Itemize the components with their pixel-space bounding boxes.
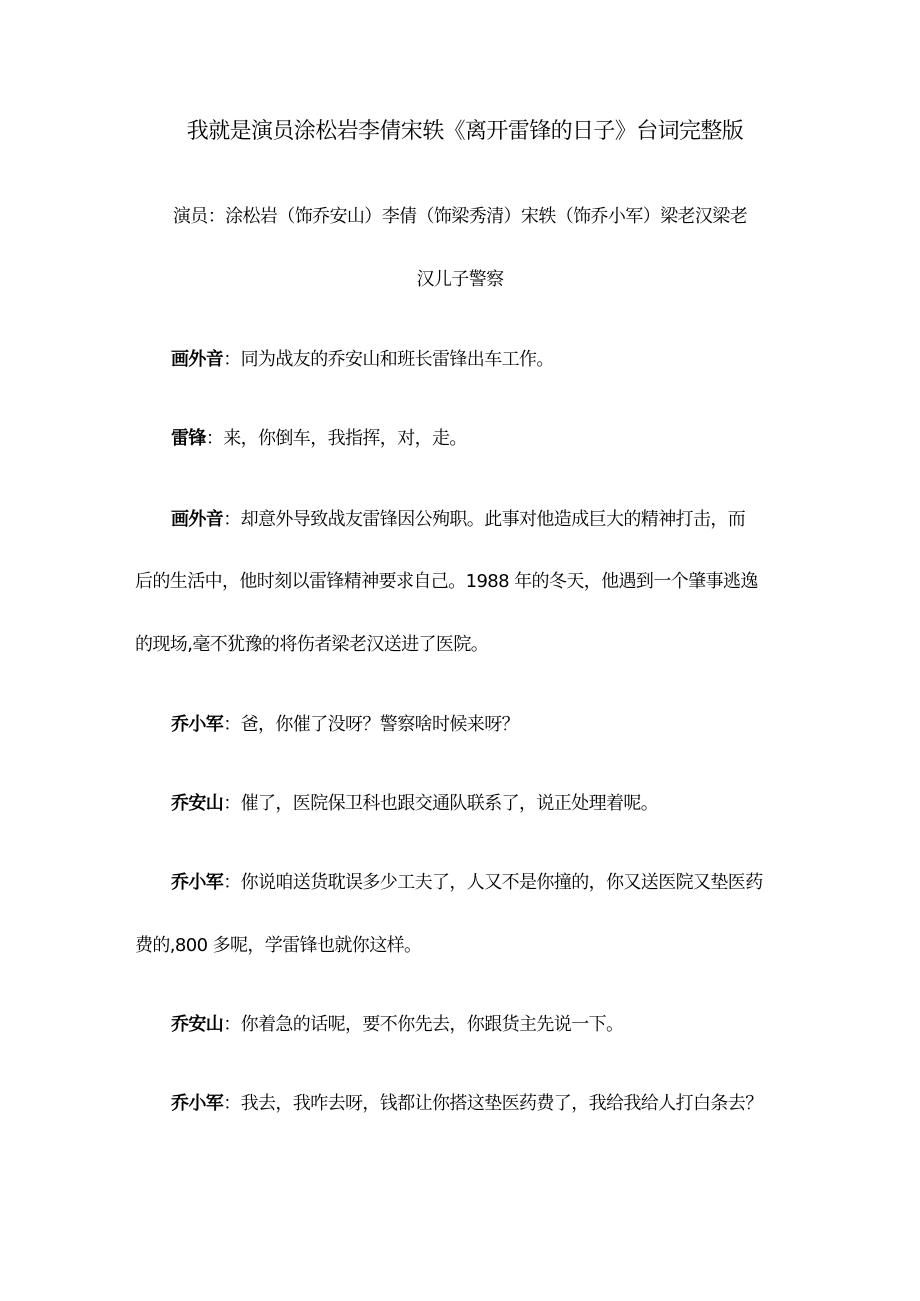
dialogue-text: ：我去，我咋去呀，钱都让你搭这垫医药费了，我给我给人打白条去？ (223, 1093, 763, 1114)
dialogue-line (135, 869, 871, 897)
speaker-name: 画外音 (171, 509, 224, 530)
dialogue-line (135, 425, 871, 453)
dialogue-line (135, 506, 871, 534)
speaker-name: 乔小军 (171, 714, 224, 735)
speaker-name: 雷锋 (171, 428, 206, 449)
dialogue-text: ：催了，医院保卫科也跟交通队联系了，说正处理着呢。 (223, 793, 659, 814)
speaker-name: 画外音 (171, 349, 224, 370)
dialogue-continuation: 的现场,毫不犹豫的将伤者梁老汉送进了医院。 (135, 634, 489, 655)
cast-list-line-2: 汉儿子警察 (416, 269, 504, 290)
speaker-name: 乔安山 (171, 1014, 224, 1035)
dialogue-text: ：爸，你催了没呀？警察啥时候来呀？ (223, 714, 520, 735)
speaker-name: 乔安山 (171, 793, 224, 814)
dialogue-text: ：你着急的话呢，要不你先去，你跟货主先说一下。 (223, 1014, 624, 1035)
dialogue-line (135, 1090, 871, 1118)
dialogue-continuation: 费的,800 多呢，学雷锋也就你这样。 (135, 935, 422, 956)
speaker-name: 乔小军 (171, 1093, 224, 1114)
dialogue-line (135, 346, 871, 374)
dialogue-text: ：你说咱送货耽误多少工夫了，人又不是你撞的，你又送医院又垫医药 (223, 872, 763, 893)
dialogue-line (135, 1011, 871, 1039)
document-title: 我就是演员涂松岩李倩宋轶《离开雷锋的日子》台词完整版 (186, 119, 744, 144)
dialogue-line (135, 790, 871, 818)
dialogue-text: ：却意外导致战友雷锋因公殉职。此事对他造成巨大的精神打击，而 (223, 509, 746, 530)
dialogue-text: ：同为战友的乔安山和班长雷锋出车工作。 (223, 349, 554, 370)
dialogue-text: ：来，你倒车，我指挥，对，走。 (205, 428, 467, 449)
dialogue-line (135, 711, 871, 739)
cast-list-line-1: 演员：涂松岩（饰乔安山）李倩（饰梁秀清）宋轶（饰乔小军）梁老汉梁老 (172, 206, 748, 227)
dialogue-continuation: 后的生活中，他时刻以雷锋精神要求自己。1988 年的冬天，他遇到一个肇事逃逸 (135, 571, 758, 592)
speaker-name: 乔小军 (171, 872, 224, 893)
